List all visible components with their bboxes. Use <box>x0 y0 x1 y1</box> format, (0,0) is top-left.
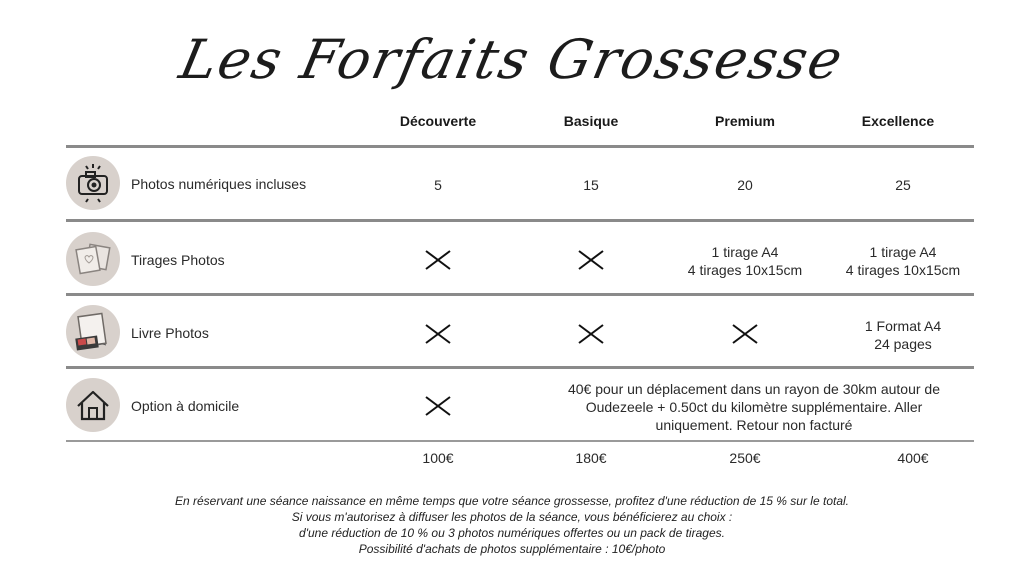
cell-line: 4 tirages 10x15cm <box>845 262 961 278</box>
footer-note: d'une réduction de 10 % ou 3 photos numériques offertes ou un pack de tirages. <box>299 526 725 540</box>
cell-tirages-excellence <box>830 243 976 279</box>
domicile-note: 40€ pour un déplacement dans un rayon de 30km autour de Oudezeele + 0.50ct du kilomètre supplémentaire. Aller uniquement. Retour non facturé <box>567 381 941 433</box>
table-rule-bottom <box>66 440 974 442</box>
row-label-livre: Livre Photos <box>131 325 209 341</box>
column-header-basique: Basique <box>563 113 619 129</box>
photo-prints-icon <box>66 232 120 286</box>
cross-icon <box>577 249 605 271</box>
cell-photos-basique: 15 <box>583 177 599 193</box>
row-label-tirages: Tirages Photos <box>131 252 225 268</box>
cross-icon <box>424 395 452 417</box>
row-label-domicile: Option à domicile <box>131 398 240 414</box>
table-rule-top <box>66 145 974 148</box>
cross-icon <box>577 323 605 345</box>
page-title: Les Forfaits Grossesse <box>174 28 850 91</box>
cell-photos-premium: 20 <box>737 177 753 193</box>
column-header-excellence: Excellence <box>861 113 935 129</box>
price-basique: 180€ <box>575 450 607 466</box>
cell-tirages-premium <box>678 243 812 279</box>
camera-icon <box>66 156 120 210</box>
cell-line: 1 tirage A4 <box>711 244 779 260</box>
column-header-decouverte: Découverte <box>399 113 477 129</box>
footer-note: Si vous m'autorisez à diffuser les photos de la séance, vous bénéficierez au choix : <box>291 510 733 524</box>
cross-icon <box>424 323 452 345</box>
cell-line: 4 tirages 10x15cm <box>687 262 803 278</box>
column-header-premium: Premium <box>715 113 775 129</box>
table-rule <box>66 366 974 369</box>
cell-photos-decouverte: 5 <box>434 177 442 193</box>
cell-livre-excellence <box>830 317 976 353</box>
cell-line: 1 Format A4 <box>864 318 942 334</box>
price-decouverte: 100€ <box>422 450 454 466</box>
table-rule <box>66 293 974 296</box>
cell-photos-excellence: 25 <box>895 177 911 193</box>
cross-icon <box>424 249 452 271</box>
photo-book-icon <box>66 305 120 359</box>
footer-note: En réservant une séance naissance en même temps que votre séance grossesse, profitez d'une réduction de 15 % sur le total. <box>174 494 849 508</box>
cross-icon <box>731 323 759 345</box>
table-rule <box>66 219 974 222</box>
price-excellence: 400€ <box>897 450 929 466</box>
house-icon <box>66 378 120 432</box>
row-label-photos-numeriques: Photos numériques incluses <box>131 176 307 192</box>
price-premium: 250€ <box>729 450 761 466</box>
cell-line: 1 tirage A4 <box>869 244 937 260</box>
cell-line: 24 pages <box>874 336 932 352</box>
footer-note: Possibilité d'achats de photos supplémentaire : 10€/photo <box>358 542 666 556</box>
